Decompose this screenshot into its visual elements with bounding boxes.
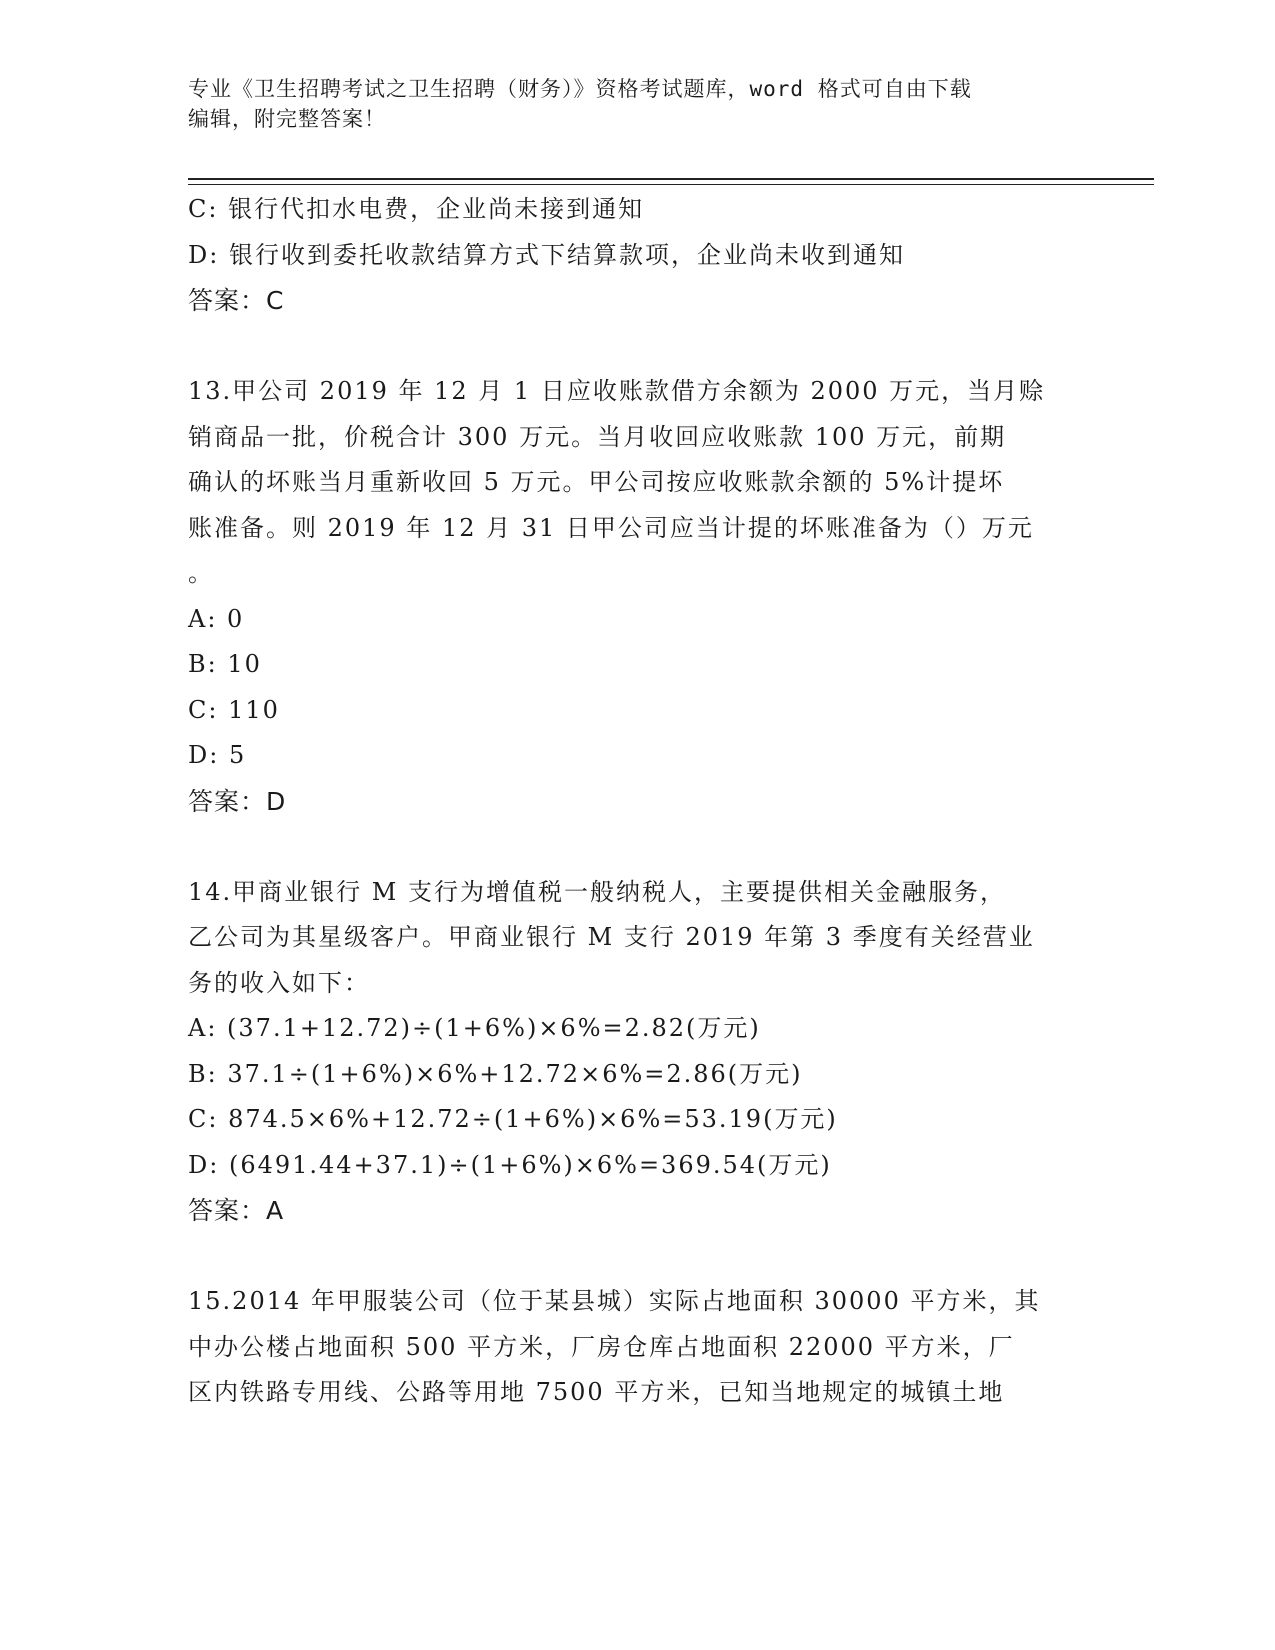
option-d: D: 5 (188, 741, 247, 769)
document-body (188, 187, 1088, 1416)
question-stem-line: 务的收入如下： (188, 968, 370, 997)
question-stem-line: 13.甲公司 2019 年 12 月 1 日应收账款借方余额为 2000 万元，当月赊 (188, 377, 1046, 405)
header-divider-thin (188, 184, 1154, 185)
option-d: D: 银行收到委托收款结算方式下结算款项，企业尚未收到通知 (188, 240, 905, 269)
question-stem-line: 中办公楼占地面积 500 平方米，厂房仓库占地面积 22000 平方米，厂 (188, 1332, 1015, 1361)
question-15 (188, 1279, 1088, 1416)
option-b: B: 37.1÷(1+6%)×6%+12.72×6%=2.86(万元) (188, 1059, 803, 1088)
option-c: C: 银行代扣水电费，企业尚未接到通知 (188, 195, 645, 223)
spacer (188, 824, 1088, 870)
option-b: B: 10 (188, 650, 262, 678)
header-line-2: 编辑，附完整答案！ (188, 107, 386, 131)
question-stem-line: 乙公司为其星级客户。甲商业银行 M 支行 2019 年第 3 季度有关经营业 (188, 923, 1035, 951)
document-header (188, 74, 1088, 134)
question-12-tail (188, 187, 1088, 324)
question-14 (188, 870, 1088, 1234)
header-line-1: 专业《卫生招聘考试之卫生招聘（财务）》资格考试题库，word 格式可自由下载 (188, 77, 972, 101)
option-d: D: (6491.44+37.1)÷(1+6%)×6%=369.54(万元) (188, 1150, 832, 1179)
spacer (188, 1234, 1088, 1280)
question-stem-line: 15.2014 年甲服装公司（位于某县城）实际占地面积 30000 平方米，其 (188, 1287, 1041, 1315)
question-stem-line: 确认的坏账当月重新收回 5 万元。甲公司按应收账款余额的 5%计提坏 (188, 468, 1005, 496)
question-stem-line: 14.甲商业银行 M 支行为增值税一般纳税人，主要提供相关金融服务， (188, 877, 1006, 906)
answer: 答案：A (188, 1196, 285, 1225)
question-stem-line: 。 (188, 559, 214, 587)
question-13 (188, 369, 1088, 824)
option-c: C: 874.5×6%+12.72÷(1+6%)×6%=53.19(万元) (188, 1105, 838, 1133)
answer: 答案：D (188, 786, 287, 816)
question-stem-line: 账准备。则 2019 年 12 月 31 日甲公司应当计提的坏账准备为（）万元 (188, 513, 1034, 542)
answer: 答案：C (188, 286, 285, 315)
question-stem-line: 销商品一批，价税合计 300 万元。当月收回应收账款 100 万元，前期 (188, 422, 1007, 451)
option-c: C: 110 (188, 695, 280, 724)
header-divider (188, 178, 1154, 180)
option-a: A: 0 (188, 604, 245, 633)
option-a: A: (37.1+12.72)÷(1+6%)×6%=2.82(万元) (188, 1014, 761, 1042)
spacer (188, 324, 1088, 370)
question-stem-line: 区内铁路专用线、公路等用地 7500 平方米，已知当地规定的城镇土地 (188, 1378, 1005, 1406)
